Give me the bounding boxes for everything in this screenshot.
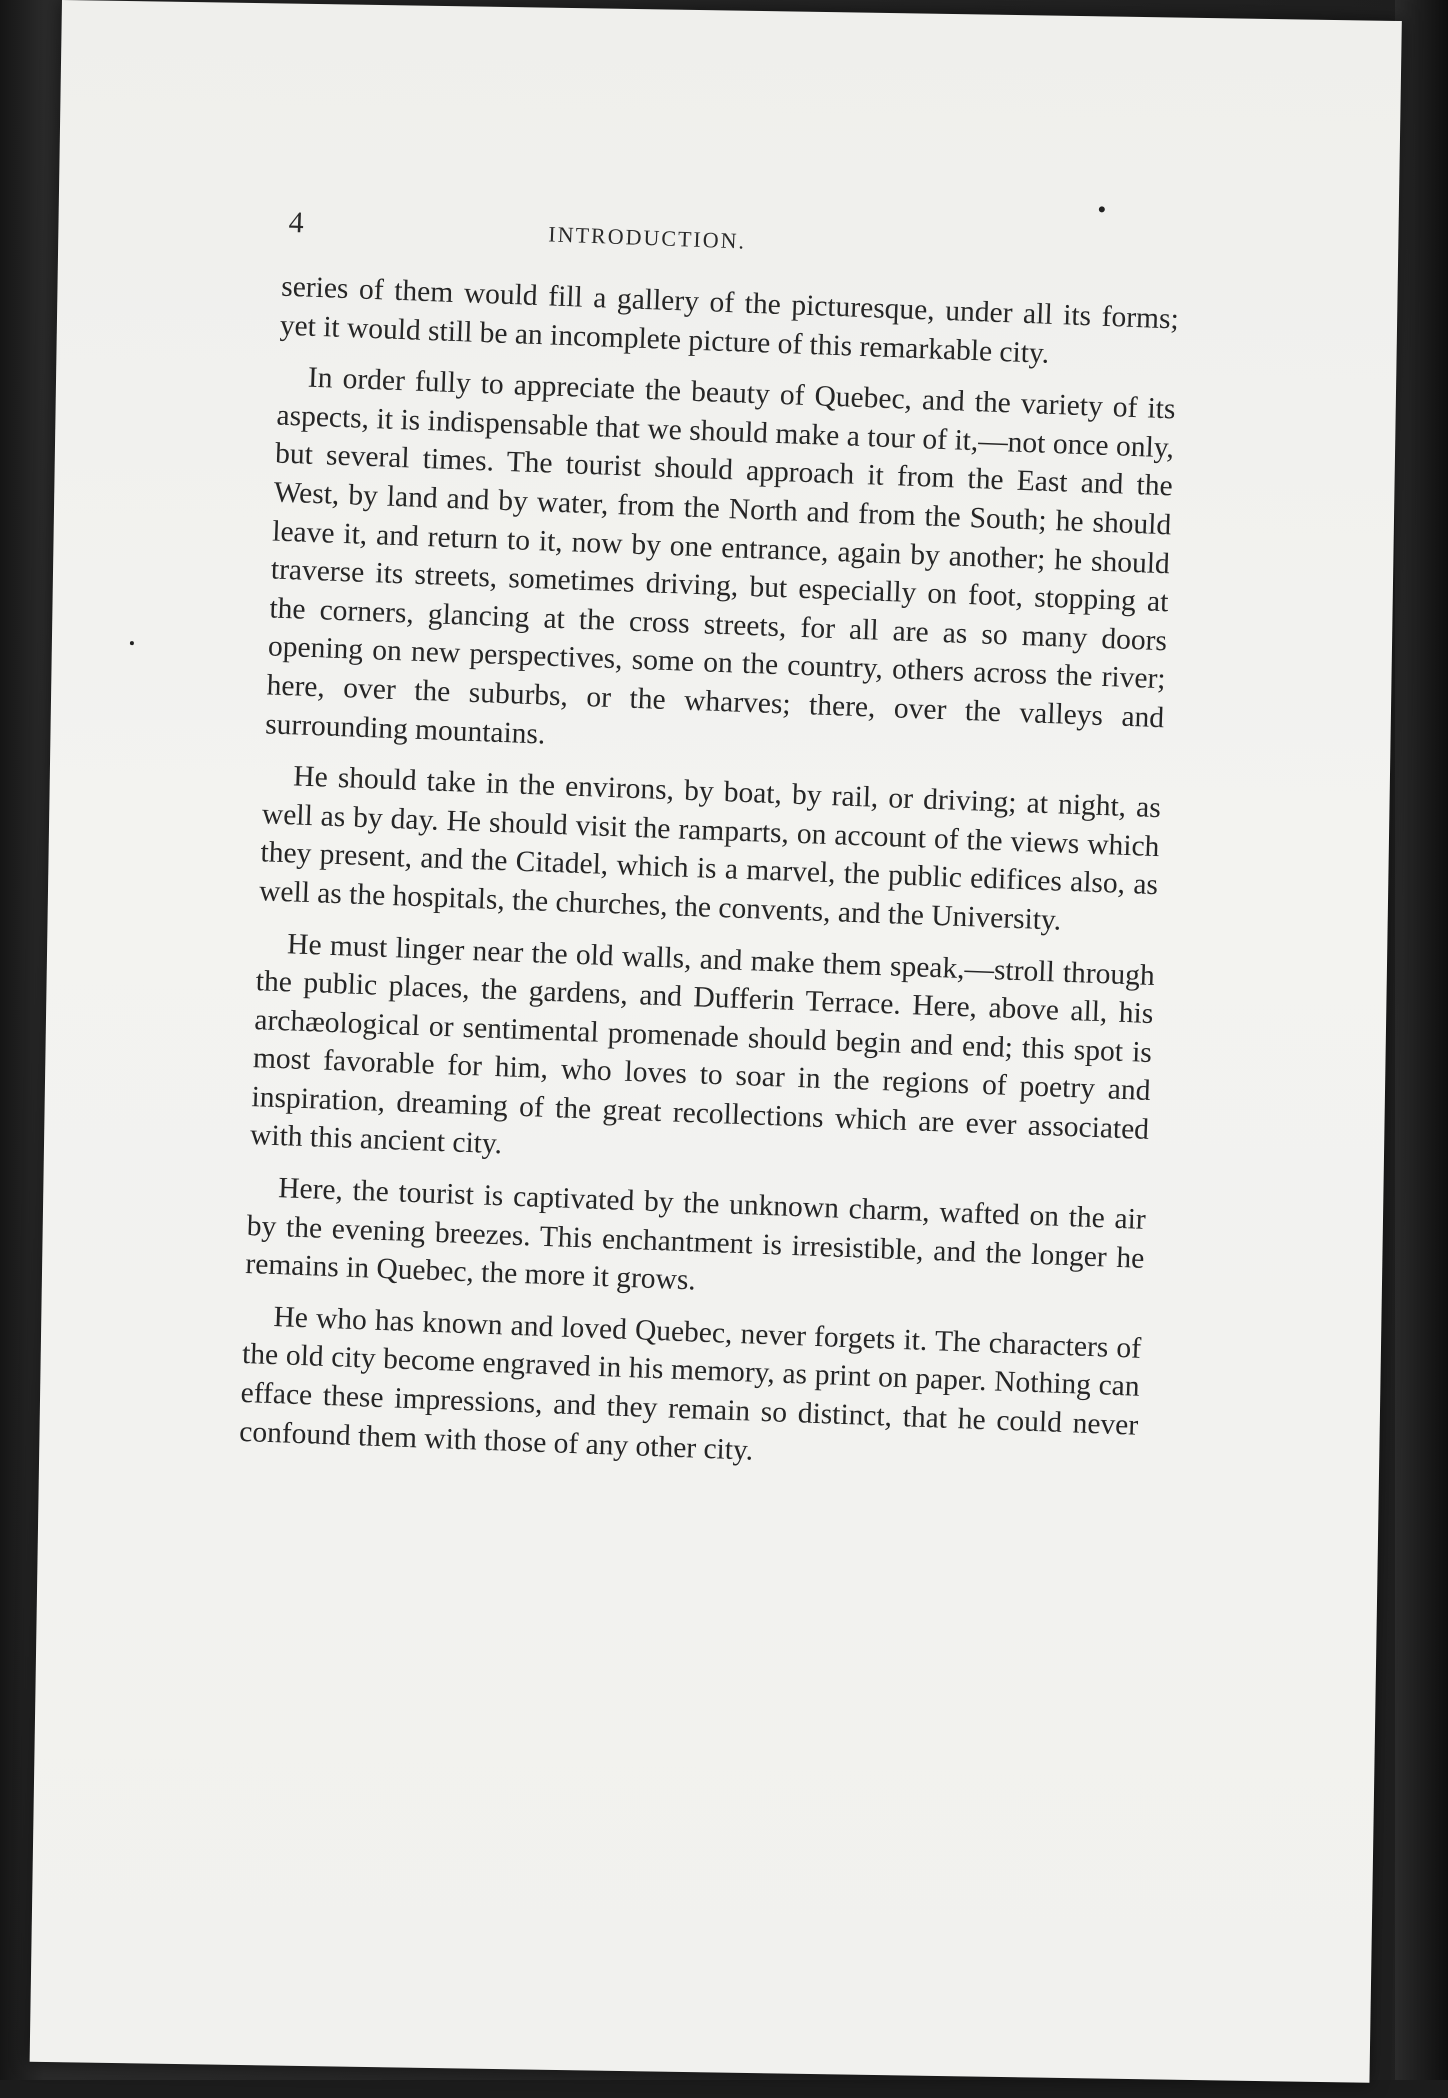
book-edge [1395, 0, 1448, 2080]
paragraph: He should take in the environs, by boat, by rail, or driving; at night, as well as by day. He should visit the ramparts, on account of the views which they present, and the Citadel, which is a marvel, the public edifices also, as well as the hospitals, the churches, the convents, and the University. [258, 760, 1162, 937]
paragraph: series of them would fill a gallery of the picturesque, under all its forms; yet it would still be an incomplete picture of this remarkable city. [279, 270, 1180, 370]
paragraph: He who has known and loved Quebec, never forgets it. The characters of the old city become engraved in his memory, as print on paper. Nothing can efface these impressions, and they remain so distinct, that he could never confound them with those of any other city. [238, 1300, 1142, 1467]
paragraph: Here, the tourist is captivated by the unknown charm, wafted on the air by the evening breezes. This enchantment is irresistible, and the longer he remains in Quebec, the more it grows. [244, 1172, 1147, 1297]
running-head: INTRODUCTION. [547, 221, 747, 254]
body-text [238, 268, 1179, 1497]
paragraph: In order fully to appreciate the beauty of Quebec, and the variety of its aspects, it is indispensable that we should make a tour of it,—not once only, but several times. The tourist should approach it from the East and the West, by land and by water, from the North and from the South; he should leave it, and return to it, now by one entrance, again by another; he should traverse its streets, sometimes driving, but especially on foot, stopping at the corners, glancing at the cross streets, for all are as so many doors opening on new perspectives, some on the country, others across the river; here, over the suburbs, or the wharves; there, over the valleys and surrounding mountains. [264, 361, 1177, 751]
page-header [288, 206, 1209, 280]
page-number: 4 [288, 205, 305, 240]
book-page [30, 0, 1402, 2083]
paragraph: He must linger near the old walls, and make them speak,—stroll through the public places, the gardens, and Dufferin Terrace. Here, above all, his archæological or sentimental promenade should begin and end; this spot is most favorable for him, who loves to soar in the regions of poetry and inspiration, dreaming of the great recollections which are ever associated with this ancient city. [249, 927, 1156, 1161]
